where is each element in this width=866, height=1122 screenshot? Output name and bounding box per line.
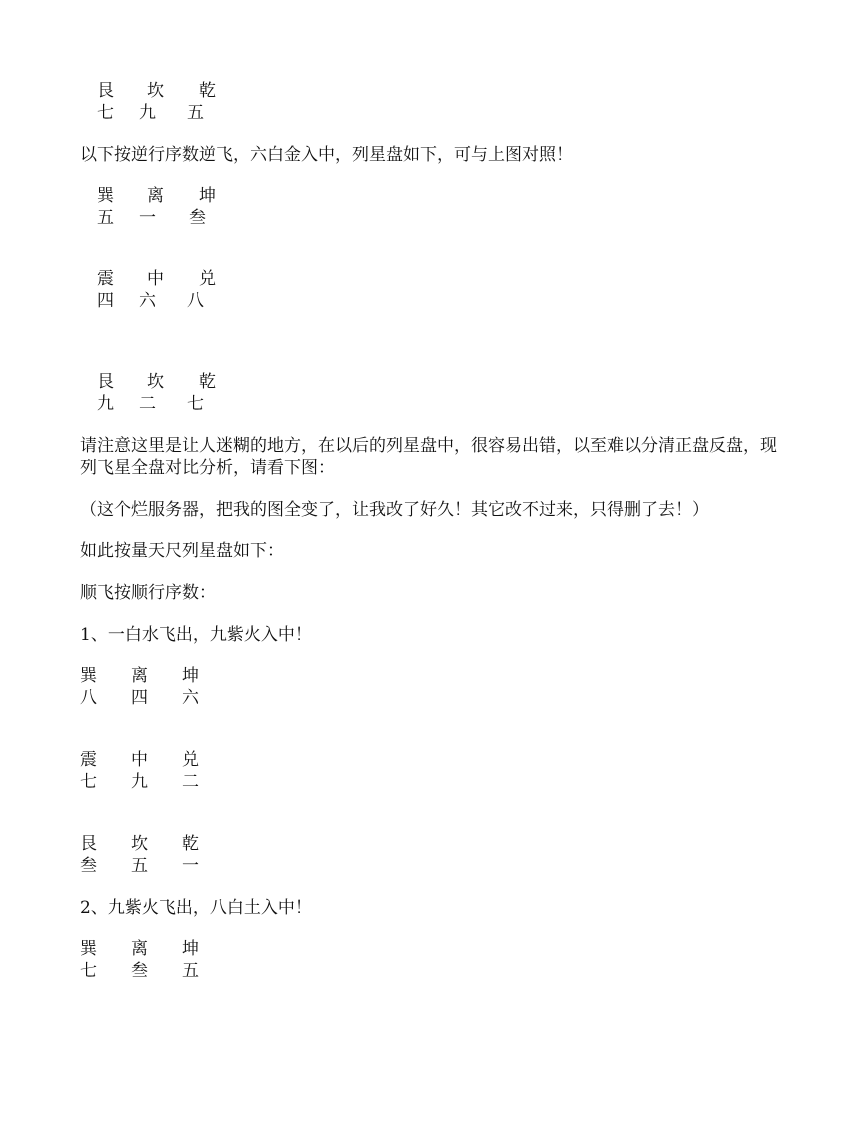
- cell: 坎: [147, 372, 164, 392]
- cell: 八: [187, 291, 204, 311]
- cell: 中: [131, 750, 148, 770]
- cell: 坤: [199, 186, 216, 206]
- cell: 六: [139, 291, 156, 311]
- cell: 九: [139, 103, 156, 123]
- cell: 离: [131, 666, 148, 686]
- cell: 六: [182, 688, 199, 708]
- cell: 七: [187, 394, 204, 414]
- cell: 震: [97, 269, 114, 289]
- cell: 五: [97, 208, 114, 228]
- cell: 九: [97, 394, 114, 414]
- cell: 巽: [80, 939, 97, 959]
- cell: 五: [131, 856, 148, 876]
- cell: 四: [131, 688, 148, 708]
- cell: 乾: [199, 372, 216, 392]
- cell: 二: [139, 394, 156, 414]
- cell: 艮: [97, 81, 114, 101]
- cell: 七: [80, 961, 97, 981]
- cell: 巽: [97, 186, 114, 206]
- cell: 五: [187, 103, 204, 123]
- paragraph: 顺飞按顺行序数：: [80, 583, 216, 603]
- cell: 五: [182, 961, 199, 981]
- cell: 兑: [182, 750, 199, 770]
- cell: 离: [147, 186, 164, 206]
- cell: 艮: [80, 834, 97, 854]
- cell: 坎: [147, 81, 164, 101]
- cell: 叁: [131, 961, 148, 981]
- paragraph-line: 列飞星全盘对比分析，请看下图：: [80, 458, 335, 478]
- cell: 坤: [182, 666, 199, 686]
- cell: 巽: [80, 666, 97, 686]
- cell: 震: [80, 750, 97, 770]
- cell: 叁: [189, 208, 206, 228]
- cell: 坤: [182, 939, 199, 959]
- cell: 艮: [97, 372, 114, 392]
- cell: 一: [182, 856, 199, 876]
- item-heading: 2、九紫火飞出，八白土入中！: [80, 898, 312, 918]
- paragraph: （这个烂服务器，把我的图全变了，让我改了好久！其它改不过来，只得删了去！）: [80, 500, 709, 520]
- cell: 乾: [182, 834, 199, 854]
- cell: 二: [182, 772, 199, 792]
- cell: 坎: [131, 834, 148, 854]
- cell: 八: [80, 688, 97, 708]
- cell: 离: [131, 939, 148, 959]
- cell: 乾: [199, 81, 216, 101]
- paragraph: 以下按逆行序数逆飞，六白金入中，列星盘如下，可与上图对照！: [80, 145, 573, 165]
- paragraph-line: 请注意这里是让人迷糊的地方，在以后的列星盘中，很容易出错，以至难以分清正盘反盘，现: [80, 436, 777, 456]
- paragraph: 如此按量天尺列星盘如下：: [80, 541, 284, 561]
- cell: 一: [139, 208, 156, 228]
- cell: 九: [131, 772, 148, 792]
- cell: 叁: [80, 856, 97, 876]
- cell: 四: [97, 291, 114, 311]
- cell: 中: [147, 269, 164, 289]
- cell: 七: [80, 772, 97, 792]
- cell: 兑: [199, 269, 216, 289]
- item-heading: 1、一白水飞出，九紫火入中！: [80, 625, 312, 645]
- cell: 七: [97, 103, 114, 123]
